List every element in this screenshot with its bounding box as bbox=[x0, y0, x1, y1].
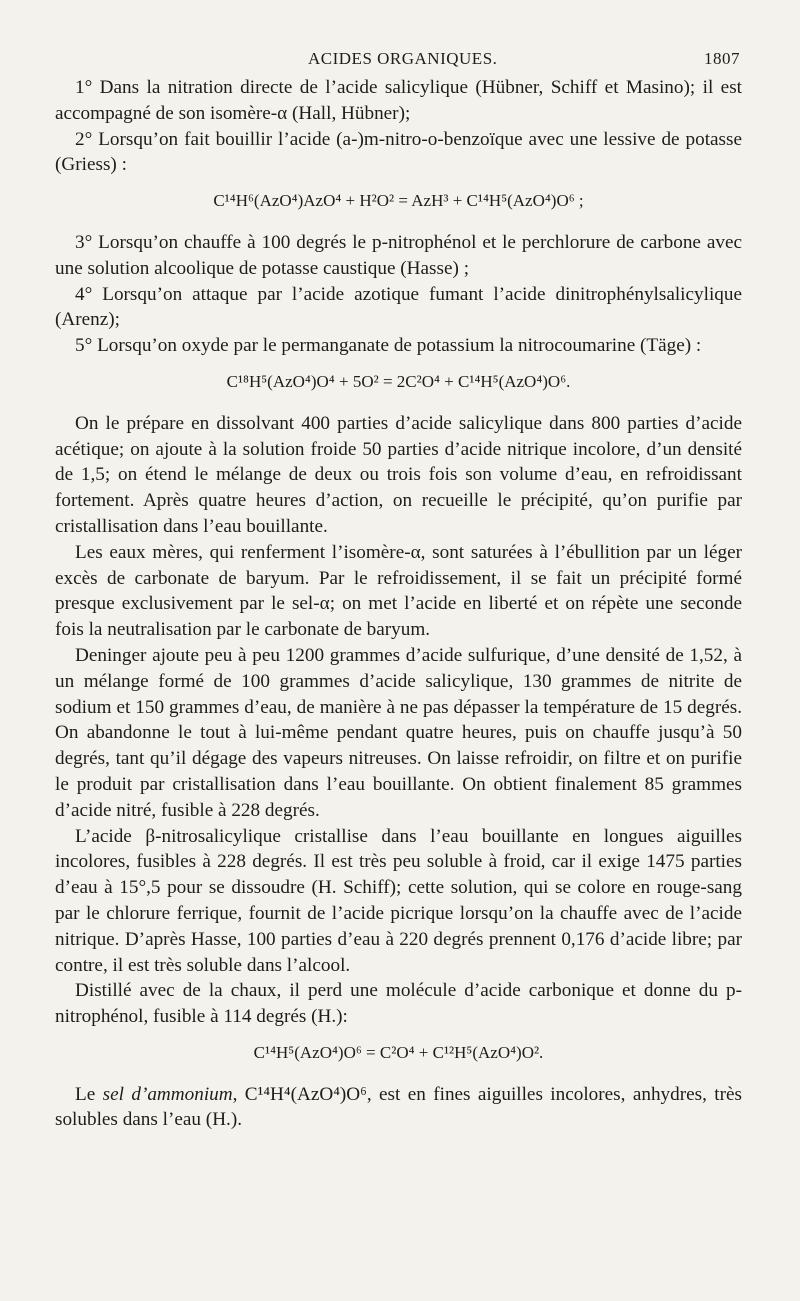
page-number: 1807 bbox=[704, 49, 740, 68]
paragraph: 4° Lorsqu’on attaque par l’acide azotique fumant l’acide dinitrophénylsalicylique (Arenz); bbox=[55, 283, 742, 331]
paragraph: L’acide β-nitrosalicylique cristallise dans l’eau bouillante en longues aiguilles incolores, fusibles à 228 degrés. Il est très peu soluble à froid, car il exige 1475 parties d’eau à 15°,5 pour se dissoudre (H. Schiff); cette solution, qui se colore en rouge-sang par le chlorure ferrique, fournit de l’acide picrique lorsqu’on la chauffe avec de l’acide nitrique. D’après Hasse, 100 parties d’eau à 220 degrés prennent 0,176 d’acide libre; par contre, il est très soluble dans l’alcool. bbox=[55, 825, 742, 976]
formula: C¹⁸H⁵(AzO⁴)O⁴ + 5O² = 2C²O⁴ + C¹⁴H⁵(AzO⁴)O⁶. bbox=[226, 371, 571, 391]
paragraph: Les eaux mères, qui renferment l’isomère-α, sont saturées à l’ébullition par un léger excès de carbonate de baryum. Par le refroidissement, il se fait un précipité formé presque exclusivement par le sel-α; on met l’acide en liberté et on répète une seconde fois la neutralisation par le carbonate de baryum. bbox=[55, 541, 742, 641]
paragraph: 3° Lorsqu’on chauffe à 100 degrés le p-nitrophénol et le perchlorure de carbone avec une solution alcoolique de potasse caustique (Hasse) ; bbox=[55, 231, 742, 279]
paragraph: Distillé avec de la chaux, il perd une molécule d’acide carbonique et donne du p-nitrophénol, fusible à 114 degrés (H.): bbox=[55, 980, 742, 1028]
paragraph: Deninger ajoute peu à peu 1200 grammes d’acide sulfurique, d’une densité de 1,52, à un mélange formé de 100 grammes d’acide salicylique, 130 grammes de nitrite de sodium et 150 grammes d’eau, de manière à ne pas dépasser la température de 15 degrés. On abandonne le tout à lui-même pendant quatre heures, puis on chauffe jusqu’à 50 degrés, tant qu’il dégage des vapeurs nitreuses. On laisse refroidir, on filtre et on purifie le produit par cristallisation dans l’eau bouillante. On obtient finalement 85 grammes d’acide nitré, fusible à 228 degrés. bbox=[55, 644, 742, 821]
paragraph-rest: , C¹⁴H⁴(AzO⁴)O⁶, est en fines aiguilles incolores, anhydres, très solubles dans l’eau (H.). bbox=[55, 1083, 742, 1131]
body-text bbox=[55, 75, 742, 1133]
paragraph: On le prépare en dissolvant 400 parties d’acide salicylique dans 800 parties d’acide acétique; on ajoute à la solution froide 50 parties d’acide nitrique incolore, d’un densité de 1,5; on étend le mélange de deux ou trois fois son volume d’eau, en refroidissant fortement. Après quatre heures d’action, on recueille le précipité, qu’on purifie par cristallisation dans l’eau bouillante. bbox=[55, 412, 742, 537]
paragraph: 5° Lorsqu’on oxyde par le permanganate de potassium la nitrocoumarine (Täge) : bbox=[75, 335, 702, 357]
running-header bbox=[0, 49, 800, 73]
paragraph: 1° Dans la nitration directe de l’acide salicylique (Hübner, Schiff et Masino); il est accompagné de son isomère-α (Hall, Hübner); bbox=[55, 77, 742, 124]
italic-term: sel d’ammonium bbox=[102, 1083, 233, 1105]
paragraph: 2° Lorsqu’on fait bouillir l’acide (a-)m-nitro-o-benzoïque avec une lessive de potasse (Griess) : bbox=[55, 128, 742, 176]
paragraph-lead: Le bbox=[75, 1083, 103, 1105]
formula: C¹⁴H⁶(AzO⁴)AzO⁴ + H²O² = AzH³ + C¹⁴H⁵(AzO⁴)O⁶ ; bbox=[213, 191, 584, 211]
formula: C¹⁴H⁵(AzO⁴)O⁶ = C²O⁴ + C¹²H⁵(AzO⁴)O². bbox=[253, 1042, 544, 1062]
running-title: ACIDES ORGANIQUES. bbox=[308, 49, 498, 68]
paragraph bbox=[55, 1082, 742, 1134]
